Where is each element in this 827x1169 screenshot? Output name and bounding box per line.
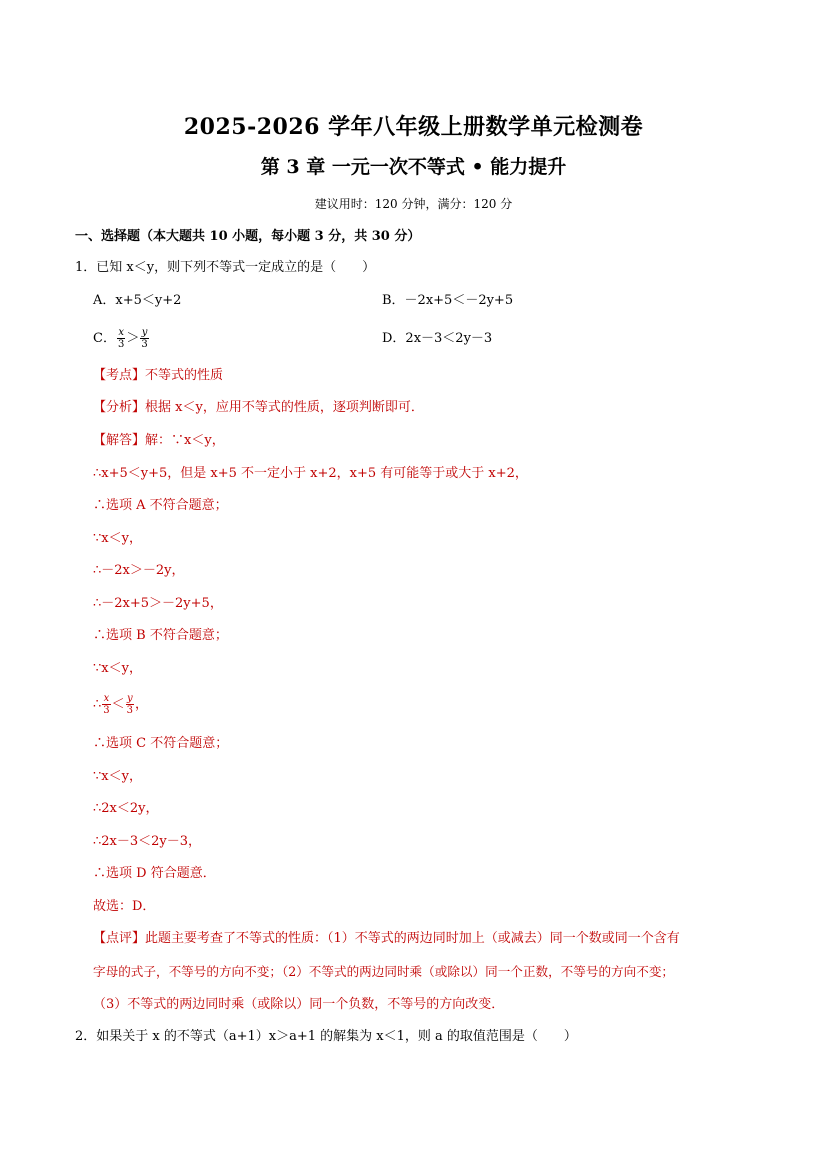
fraction — [140, 327, 148, 350]
answer-choice: 故选：D． — [93, 899, 156, 914]
solution-step: ∵x＜y， — [93, 769, 142, 784]
numerator: y — [141, 327, 148, 338]
solution-step: ∴选项 C 不符合题意； — [93, 736, 229, 751]
question-2-stem: 2．如果关于 x 的不等式（a+1）x＞a+1 的解集为 x＜1，则 a 的取值范围是（ ） — [75, 1029, 577, 1044]
solution-step: ∵x＜y， — [93, 531, 142, 546]
denominator: 3 — [141, 339, 148, 350]
solution-step: ∴选项 A 不符合题意； — [93, 498, 228, 513]
fraction — [126, 693, 134, 716]
denominator: 3 — [126, 705, 134, 716]
solution-step: ∴－2x＞－2y， — [93, 563, 185, 578]
solution-step: ∴选项 D 符合题意． — [93, 866, 216, 881]
numerator: x — [118, 327, 124, 338]
document-title: 2025-2026 学年八年级上册数学单元检测卷 — [183, 114, 644, 140]
operator: ＜ — [111, 697, 125, 712]
q1-option-a: A．x+5＜y+2 — [93, 293, 182, 308]
therefore-symbol: ∴ — [93, 697, 102, 712]
numerator: y — [127, 693, 133, 704]
solution-step: ∴－2x+5＞－2y+5， — [93, 596, 223, 611]
q1-option-c-prefix: C． — [93, 331, 116, 346]
denominator: 3 — [117, 339, 125, 350]
fenxi-tag: 【分析】 — [93, 400, 146, 415]
denominator: 3 — [103, 705, 110, 716]
chapter-subtitle: 第 3 章 一元一次不等式 • 能力提升 — [260, 156, 567, 178]
fraction — [102, 693, 110, 716]
jieda-text: 解：∵x＜y， — [145, 433, 225, 448]
dianping-tag: 【点评】 — [93, 931, 146, 946]
jieda-tag: 【解答】 — [93, 433, 146, 448]
q1-option-b: B．－2x+5＜－2y+5 — [382, 293, 514, 308]
jieda-line — [93, 432, 225, 450]
solution-step: ∵x＜y， — [93, 661, 142, 676]
fenxi-text: 根据 x＜y，应用不等式的性质，逐项判断即可． — [145, 400, 424, 415]
fenxi-line — [93, 399, 424, 417]
solution-step-fraction — [93, 688, 148, 722]
comma: ， — [135, 697, 149, 712]
fraction — [117, 327, 125, 350]
kaodian-tag: 【考点】 — [93, 368, 146, 383]
time-score-info: 建议用时：120 分钟，满分：120 分 — [314, 197, 513, 211]
dianping-line-1 — [93, 930, 680, 948]
solution-step: ∴选项 B 不符合题意； — [93, 628, 228, 643]
kaodian-line — [93, 367, 223, 385]
solution-step: ∴x+5＜y+5，但是 x+5 不一定小于 x+2，x+5 有可能等于或大于 x+2， — [93, 466, 528, 481]
kaodian-text: 不等式的性质 — [145, 368, 224, 383]
solution-step: ∴2x－3＜2y－3， — [93, 834, 202, 849]
q1-option-c — [93, 322, 150, 356]
dianping-line-2: 字母的式子，不等号的方向不变；（2）不等式的两边同时乘（或除以）同一个正数，不等号的方向不变； — [93, 964, 675, 979]
question-1-stem: 1．已知 x＜y，则下列不等式一定成立的是（ ） — [75, 260, 376, 275]
solution-step: ∴2x＜2y， — [93, 801, 159, 816]
operator: ＞ — [126, 331, 140, 346]
q1-option-d: D．2x－3＜2y－3 — [382, 331, 493, 346]
numerator: x — [103, 693, 110, 704]
dianping-text: 此题主要考查了不等式的性质：（1）不等式的两边同时加上（或减去）同一个数或同一个含有 — [145, 931, 680, 946]
dianping-line-3: （3）不等式的两边同时乘（或除以）同一个负数，不等号的方向改变． — [93, 997, 505, 1012]
section-heading: 一、选择题（本大题共 10 小题，每小题 3 分，共 30 分） — [75, 229, 421, 244]
